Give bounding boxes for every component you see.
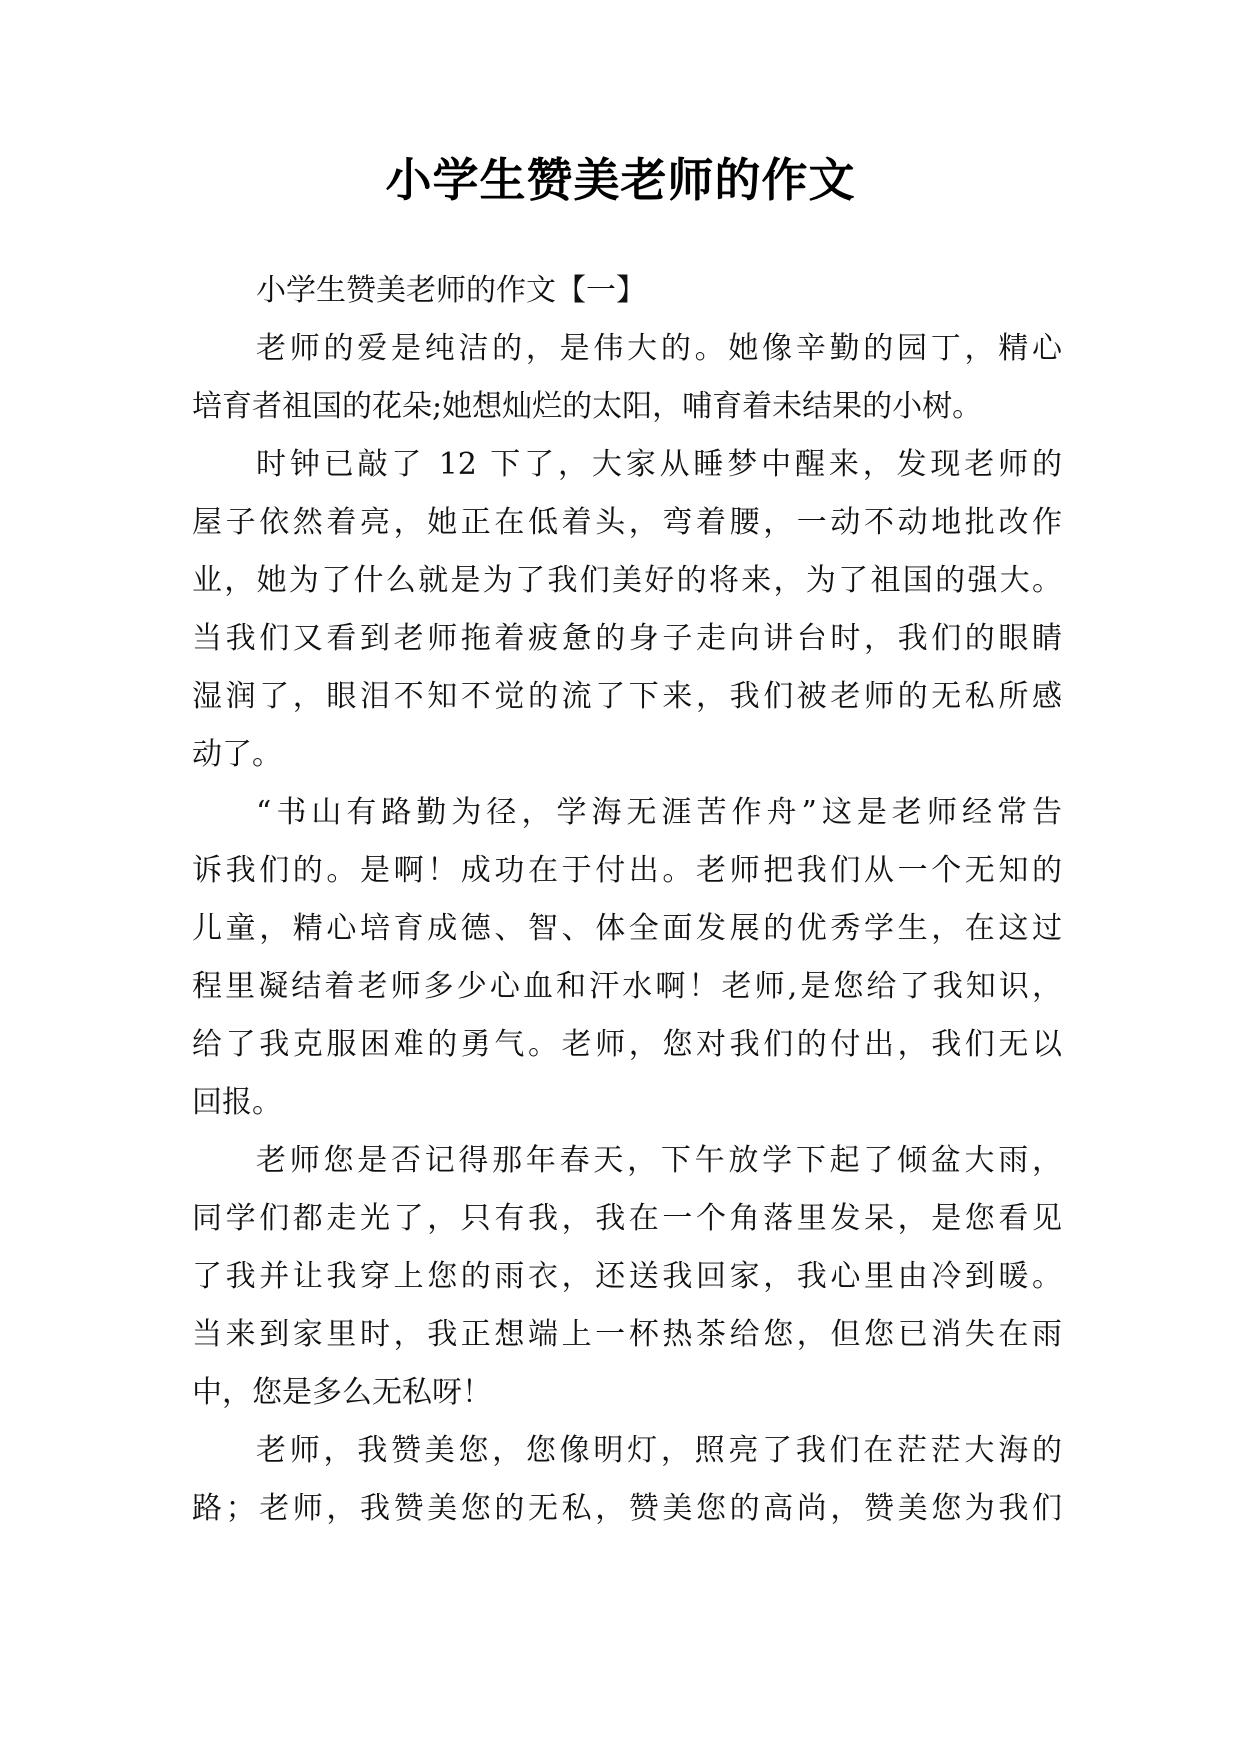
section-heading: 小学生赞美老师的作文【一】 bbox=[256, 273, 646, 308]
paragraph-4 bbox=[192, 1132, 1062, 1422]
paragraph-line: 时钟已敲了 12 下了，大家从睡梦中醒来，发现老师的 bbox=[256, 447, 1062, 482]
paragraph-line: 老师，我赞美您，您像明灯，照亮了我们在茫茫大海的 bbox=[256, 1433, 1062, 1468]
paragraph-3 bbox=[192, 784, 1062, 1132]
paragraph-line: 给了我克服困难的勇气。老师，您对我们的付出，我们无以 bbox=[192, 1027, 1062, 1062]
paragraph-line: 业，她为了什么就是为了我们美好的将来，为了祖国的强大。 bbox=[192, 563, 1062, 598]
paragraph-line: 培育者祖国的花朵;她想灿烂的太阳，哺育着未结果的小树。 bbox=[192, 389, 983, 424]
paragraph-line: 动了。 bbox=[192, 737, 282, 772]
paragraph-line: 程里凝结着老师多少心血和汗水啊！老师,是您给了我知识， bbox=[192, 969, 1062, 1004]
document-body bbox=[192, 262, 1062, 1538]
paragraph-line: 屋子依然着亮，她正在低着头，弯着腰，一动不动地批改作 bbox=[192, 505, 1062, 540]
paragraph-line: 了我并让我穿上您的雨衣，还送我回家，我心里由冷到暖。 bbox=[192, 1259, 1062, 1294]
paragraph-line: 回报。 bbox=[192, 1085, 282, 1120]
paragraph-line: 同学们都走光了，只有我，我在一个角落里发呆，是您看见 bbox=[192, 1201, 1062, 1236]
paragraph-line: “书山有路勤为径，学海无涯苦作舟”这是老师经常告 bbox=[256, 795, 1062, 830]
paragraph-line: 当我们又看到老师拖着疲惫的身子走向讲台时，我们的眼睛 bbox=[192, 621, 1062, 656]
paragraph-line: 当来到家里时，我正想端上一杯热茶给您，但您已消失在雨 bbox=[192, 1317, 1062, 1352]
paragraph-1 bbox=[192, 320, 1062, 436]
paragraph-line: 湿润了，眼泪不知不觉的流了下来，我们被老师的无私所感 bbox=[192, 679, 1062, 714]
paragraph-5 bbox=[192, 1422, 1062, 1538]
paragraph-line: 诉我们的。是啊！成功在于付出。老师把我们从一个无知的 bbox=[192, 853, 1062, 888]
paragraph-line: 中，您是多么无私呀！ bbox=[192, 1375, 492, 1410]
paragraph-line: 路；老师，我赞美您的无私，赞美您的高尚，赞美您为我们 bbox=[192, 1491, 1062, 1526]
document-title: 小学生赞美老师的作文 bbox=[385, 153, 856, 207]
paragraph-line: 儿童，精心培育成德、智、体全面发展的优秀学生，在这过 bbox=[192, 911, 1062, 946]
paragraph-line: 老师您是否记得那年春天，下午放学下起了倾盆大雨， bbox=[256, 1143, 1062, 1178]
paragraph-line: 老师的爱是纯洁的，是伟大的。她像辛勤的园丁，精心 bbox=[256, 331, 1062, 366]
paragraph-2 bbox=[192, 436, 1062, 784]
